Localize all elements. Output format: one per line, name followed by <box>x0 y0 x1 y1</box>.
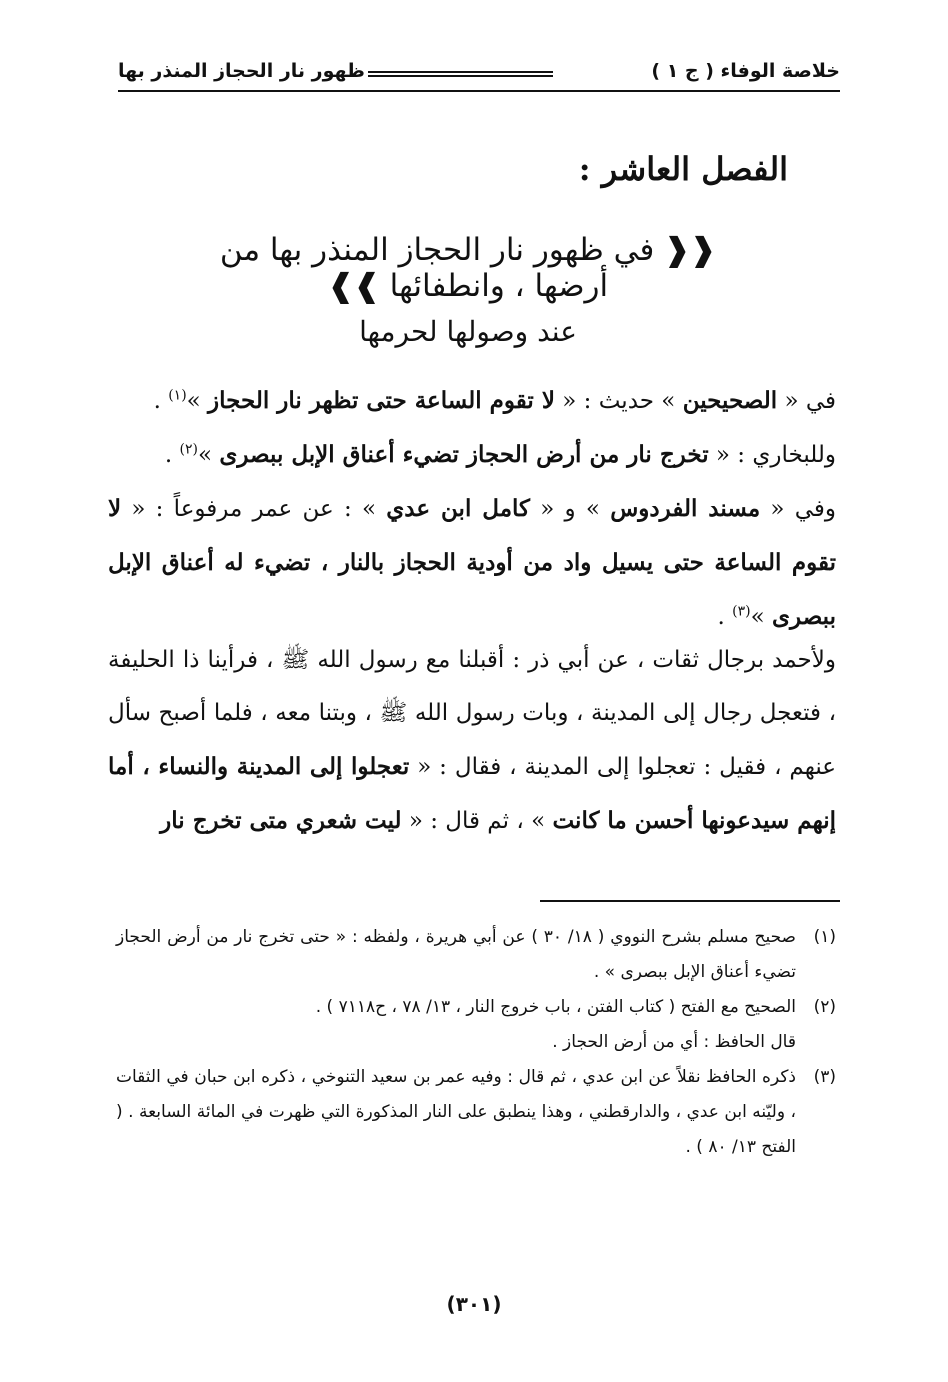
text-run: في « <box>777 388 836 414</box>
footnote-text: الصحيح مع الفتح ( كتاب الفتن ، باب خروج النار ، ١٣/ ٧٨ ، ح٧١١٨ ) . <box>315 997 796 1017</box>
text-run: » <box>186 388 209 414</box>
header-book-title: خلاصة الوفاء ( ج ١ ) <box>651 60 840 82</box>
chapter-title-text: في ظهور نار الحجاز المنذر بها من أرضها ، وانطفائها <box>219 232 655 304</box>
chapter-title-line2: عند وصولها لحرمها <box>359 315 577 348</box>
header-section-title: ظهور نار الحجاز المنذر بها <box>118 60 365 82</box>
footnote-ref: (١) <box>168 387 187 404</box>
running-header <box>118 52 840 92</box>
text-run: . <box>164 442 180 468</box>
text-run: » : عن عمر مرفوعاً : « <box>121 496 387 522</box>
text-run: » ، ثم قال : « <box>401 808 553 834</box>
page-number: (٣٠١) <box>446 1292 502 1316</box>
header-underline <box>118 90 840 92</box>
source-name: مسند الفردوس <box>610 495 761 522</box>
footnote-note: قال الحافظ : أي من أرض الحجاز . <box>552 1032 796 1052</box>
source-name: كامل ابن عدي <box>386 495 530 522</box>
ornament-close: ❱❱ <box>327 268 380 304</box>
footnote-2 <box>116 990 836 1060</box>
ornament-open: ❰❰ <box>664 232 717 268</box>
hadith-text: لا تقوم الساعة حتى يسيل واد من أودية الحجاز بالنار ، تضيء له أعناق الإبل ببصرى <box>108 495 836 630</box>
chapter-title-line1 <box>188 232 748 304</box>
text-run: » و « <box>529 496 611 522</box>
hadith-text: تعجلوا إلى المدينة والنساء ، أما إنهم سيدعونها أحسن ما كانت <box>108 753 836 834</box>
footnote-text: ذكره الحافظ نقلاً عن ابن عدي ، ثم قال : وفيه عمر بن سعيد التنوخي ، ذكره ابن حبان في الثقات ، وليّنه ابن عدي ، والدارقطني ، وهذا ينطبق على النار المذكورة التي ظهرت في المائة السابعة . ( الفتح ١٣/ ٨٠ ) . <box>116 1067 796 1157</box>
text-run: . <box>153 388 169 414</box>
text-run: . <box>717 604 733 630</box>
hadith-text: لا تقوم الساعة حتى تظهر نار الحجاز <box>208 387 555 414</box>
paragraph-firdaws <box>108 482 836 644</box>
text-run: » حديث : « <box>554 388 683 414</box>
source-name: الصحيحين <box>682 387 778 414</box>
footnote-ref: (٢) <box>179 441 198 458</box>
footnote-3 <box>116 1060 836 1165</box>
text-run: ولأحمد برجال ثقات ، عن أبي ذر : أقبلنا مع رسول الله ﷺ ، فرأينا ذا الحليفة ، فتعجل رجال إلى المدينة ، وبات رسول الله ﷺ ، وبتنا معه ، فلما أصبح سأل عنهم ، فقيل : تعجلوا إلى المدينة ، فقال : « <box>108 647 836 780</box>
paragraph-sahihayn <box>108 374 836 428</box>
paragraph-bukhari <box>108 428 836 482</box>
footnote-number: (٢) <box>813 997 836 1017</box>
body-text <box>108 374 836 644</box>
hadith-text: ليت شعري متى تخرج نار <box>160 807 402 834</box>
footnote-ref: (٣) <box>732 603 751 620</box>
text-run: » <box>197 442 220 468</box>
header-rule <box>368 71 553 77</box>
text-run: » <box>750 604 773 630</box>
footnote-separator <box>540 900 840 902</box>
text-run: وفي « <box>760 496 837 522</box>
footnote-text: صحيح مسلم بشرح النووي ( ١٨/ ٣٠ ) عن أبي هريرة ، ولفظه : « حتى تخرج نار من أرض الحجاز تضيء أعناق الإبل ببصرى » . <box>116 927 796 982</box>
footnotes <box>116 920 836 1165</box>
chapter-heading: الفصل العاشر : <box>578 150 788 188</box>
footnote-number: (١) <box>813 927 836 947</box>
hadith-text: تخرج نار من أرض الحجاز تضيء أعناق الإبل ببصرى <box>219 441 709 468</box>
footnote-number: (٣) <box>813 1067 836 1087</box>
paragraph-ahmad <box>108 634 836 848</box>
text-run: وللبخاري : « <box>708 442 836 468</box>
footnote-1 <box>116 920 836 990</box>
